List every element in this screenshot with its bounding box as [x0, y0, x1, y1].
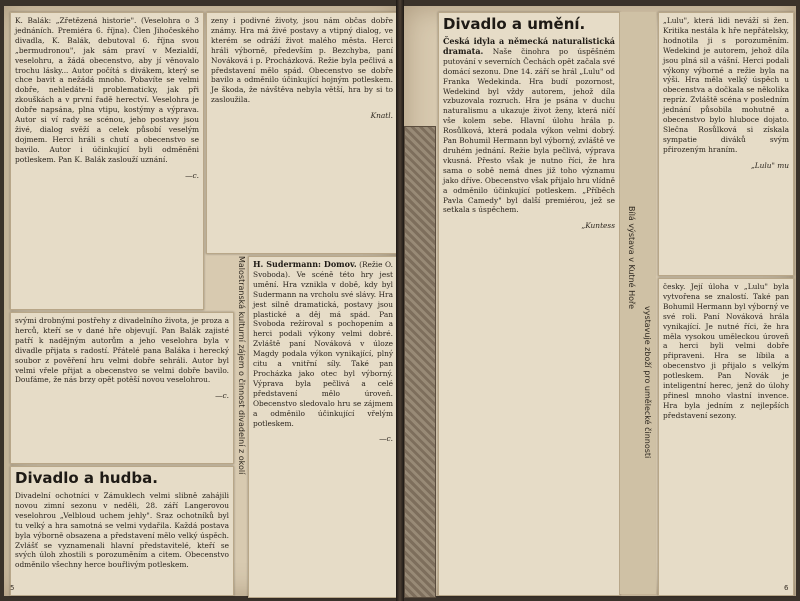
divadlo-hudba-title: Divadlo a hudba.: [15, 469, 158, 487]
sudermann-clipping: [248, 256, 398, 598]
lulu-review-signature: „Lulu" mu: [750, 160, 789, 170]
divadlo-umeni-clipping: [438, 12, 620, 596]
lulu-continued-clipping: [658, 278, 794, 596]
divadlo-umeni-signature: „Kuntess: [581, 221, 615, 231]
lower-review-signature: —c.: [215, 391, 229, 401]
divadlo-hudba-clipping: [10, 466, 234, 596]
lulu-review-clipping: [658, 12, 794, 276]
second-review-text: zeny i podivné životy, jsou nám občas dobře známy. Hra má živé postavy a vtipný dialog, ve kterém se odráží život malého města. Herci hráli výborně, především p. Bezchyba, paní Nováková i p. Procházková. Režie byla pečlivá a představení mělo spád. Obecenstvo se dobře bavilo a odměnilo účinkující hojným potleskem. Je škoda, že návštěva nebyla větší, hra by si to zasloužila.: [211, 16, 393, 105]
vertical-ad-text-a: Bílá výstava v Kutné Hoře: [627, 206, 636, 310]
lower-review-clipping: [10, 312, 234, 464]
left-page: [4, 6, 396, 596]
sudermann-signature: —c.: [379, 434, 393, 444]
left-page-number: 5: [10, 584, 15, 592]
divadlo-umeni-text: Naše činohra po úspěšném putování v severních Čechách opět začala své domácí sezonu. Dne 14. září se hrál „Lulu" od Franka Wedekinda. Hra budí pozornost, Wedekind byl vždy autorem, jehož díla vzbuzovala rozruch. Hra je psána v duchu naturalismu a ukazuje život ženy, která ničí vše kolem sebe. Hlavní úlohu hrála p. Rosůlková, která podala výkon velmi dobrý. Pan Bohumil Hermann byl výborný, zvláště ve druhém jednání. Režie byla pečlivá, výprava vkusná. Přesto však je nutno říci, že hra sama o sobě nemá dnes již toho významu jako dříve. Obecenstvo však přijalo hru vlídně a odměnilo účinkující potleskem. „Příběch Pavla Camedy" byl další premiérou, jež se setkala s úspěchem.: [443, 46, 615, 215]
book-gutter: [396, 0, 404, 601]
lulu-review-text: „Lulu", která lidi neváží si žen. Kritika nestála k hře nepřátelsky, hodnotila ji s porozuměním. Wedekind je autorem, jehož díla jsou plná sil a vášní. Herci podali výkony výborné a režie byla na výši. Hra měla velký úspěch u obecenstva a dočkala se několika repríz. Zvláště scéna v posledním jednání působila mohutně a obecenstvo bylo hluboce dojato. Slečna Rosůlková si získala sympatie diváků svým přirozeným hraním.: [663, 16, 789, 154]
balak-review-clipping: [10, 12, 204, 310]
vertical-ad-text-b: vystavuje zboží pro umělecké činnosti: [643, 306, 652, 459]
second-review-clipping: [206, 12, 398, 254]
divadlo-umeni-title: Divadlo a umění.: [443, 15, 586, 33]
sudermann-text: (Režie O. Svoboda). Ve scéně této hry jest umění. Hra vznikla v době, kdy byl Sudermann na vrcholu své slávy. Hra jest silně dramatická, postavy jsou plastické a děj má spád. Pan Svoboda režíroval s pochopením a herci podali výkony velmi dobré. Zvláště paní Nováková v úloze Magdy podala výkon vynikající, plný citu a vnitřní síly. Také pan Procházka jako otec byl výborný. Výprava byla pečlivá a celé představení mělo úroveň. Obecenstvo sledovalo hru se zájmem a odměnilo účinkující vřelým potleskem.: [253, 260, 393, 428]
sudermann-title: H. Sudermann: Domov.: [253, 259, 357, 269]
balak-review-text: K. Balák: „Zřetězená historie". (Veselohra o 3 jednáních. Premiéra 6. října). Člen Jihočeského divadla, K. Balák, debutoval 6. října svou „bermudronou", jak sám praví v Mezialdí, veselohru, a žádá obecenstvo, aby jí věnovalo trochu lásky... Autor počítá s divákem, který se chce bavit a nežádá mnoho. Pobavíte se velmi dobře, nehledáte-li problematicky, jak při zkouškách a v první řadě herectví. Veselohra je dobře napsána, plna vtipu, kostýmy a výprava. Autor si ví rady se scénou, jeho postavy jsou živé, dialog svěží a celek působí veselým dojmem. Herci hráli s chutí a obecenstvo se bavilo. Autor i účinkující byli odměněni potleskem. Pan K. Balák zaslouží uznání.: [15, 16, 199, 164]
divadlo-hudba-text: Divadelní ochotníci v Zámuklech velmi slibně zahájili novou zimní sezonu v neděli, 28. září Langerovou veselohrou „Velbloud uchem jehly". Sraz ochotníků byl tu velký a hra samotná se velmi vydařila. Každá postava byla výborně obsazena a představení mělo velký úspěch. Zvlášť se vyznamenali hlavní představitelé, kteří se svých úloh zhostili s porozuměním a citem. Obecenstvo odměnilo všechny herce bouřlivým potleskem.: [15, 491, 229, 570]
lower-review-text: svými drobnými postřehy z divadelního života, je proza a herců, kteří se v dané hře objevují. Pan Balák zajisté patří k nadějným autorům a jeho veselohra byla v divadle přijata s radostí. Přátelé pana Baláka i herecký soubor z pověření hru velmi dobře sehráli. Autor byl velmi vřele přijat a obecenstvo se velmi dobře bavilo. Doufáme, že nás brzy opět potěší novou veselohrou.: [15, 316, 229, 385]
balak-review-signature: —c.: [185, 170, 199, 180]
vertical-side-strip: Malostranská kulturní zájem o činnost divadelní z okolí: [237, 256, 246, 475]
right-page: [404, 6, 796, 596]
second-review-signature: Knatl.: [370, 111, 393, 121]
lulu-continued-text: česky. Její úloha v „Lulu" byla vytvořena se znalostí. Také pan Bohumil Hermann byl výborný ve své roli. Paní Nováková hrála vynikající. Je nutné říci, že hra měla vysokou uměleckou úroveň a herci byli velmi dobře připraveni. Hra se líbila a obecenstvo ji přijalo s velkým potleskem. Pan Novák je inteligentní herec, jenž do úlohy přinesl mnoho vlastní invence. Hra byla jedním z nejlepších představení sezony.: [663, 282, 789, 420]
wedekind-heading: Česká idyla a německá naturalistická dramata.: [443, 36, 615, 56]
right-page-number: 6: [784, 584, 789, 592]
photo-strip: [404, 126, 436, 598]
